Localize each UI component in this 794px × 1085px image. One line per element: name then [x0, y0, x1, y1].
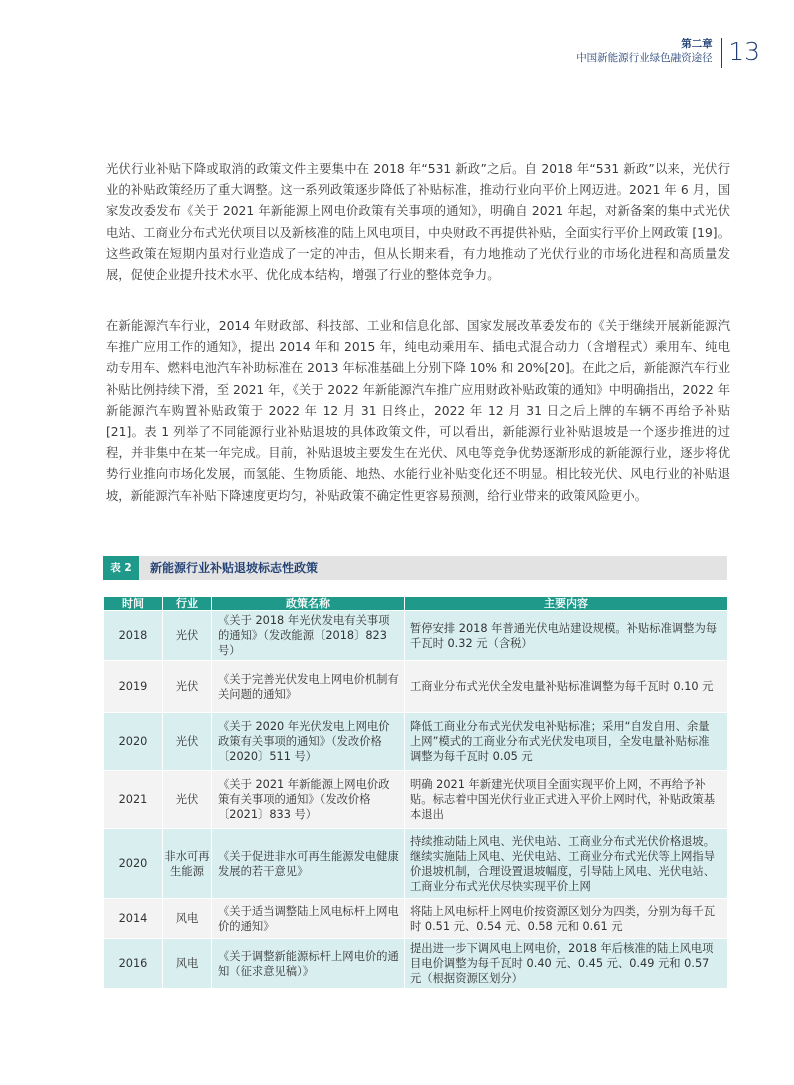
cell-policy: 《关于适当调整陆上风电标杆上网电价的通知》	[212, 899, 405, 939]
table-header-row	[104, 597, 728, 611]
cell-policy: 《关于 2020 年光伏发电上网电价政策有关事项的通知》（发改价格〔2020〕511 号）	[212, 713, 405, 771]
cell-policy: 《关于 2021 年新能源上网电价政策有关事项的通知》（发改价格〔2021〕833 号）	[212, 771, 405, 829]
cell-year: 2018	[104, 611, 163, 661]
table-row	[104, 611, 728, 661]
table-title: 新能源行业补贴退坡标志性政策	[150, 561, 319, 575]
cell-content: 提出进一步下调风电上网电价，2018 年后核准的陆上风电项目电价调整为每千瓦时 0.40 元、0.45 元、0.49 元和 0.57 元（根据资源区划分）	[405, 939, 728, 989]
cell-industry: 非水可再生能源	[163, 829, 212, 899]
table-row	[104, 713, 728, 771]
cell-content: 将陆上风电标杆上网电价按资源区划分为四类，分别为每千瓦时 0.51 元、0.54 元、0.58 元和 0.61 元	[405, 899, 728, 939]
header-divider	[721, 38, 723, 68]
header-year: 时间	[104, 597, 163, 611]
running-head	[576, 38, 713, 65]
chapter-title: 中国新能源行业绿色融资途径	[576, 52, 713, 64]
cell-policy: 《关于调整新能源标杆上网电价的通知（征求意见稿）》	[212, 939, 405, 989]
header-industry: 行业	[163, 597, 212, 611]
cell-year: 2016	[104, 939, 163, 989]
cell-policy: 《关于促进非水可再生能源发电健康发展的若干意见》	[212, 829, 405, 899]
cell-content: 持续推动陆上风电、光伏电站、工商业分布式光伏价格退坡。继续实施陆上风电、光伏电站、工商业分布式光伏等上网指导价退坡机制，合理设置退坡幅度，引导陆上风电、光伏电站、工商业分布式光伏尽快实现平价上网	[405, 829, 728, 899]
cell-year: 2020	[104, 713, 163, 771]
cell-industry: 风电	[163, 899, 212, 939]
table-caption	[103, 556, 727, 580]
chapter-label: 第二章	[681, 38, 713, 50]
table-row	[104, 939, 728, 989]
table-row	[104, 771, 728, 829]
cell-year: 2020	[104, 829, 163, 899]
policy-table	[103, 596, 728, 989]
table-row	[104, 829, 728, 899]
cell-year: 2014	[104, 899, 163, 939]
cell-industry: 光伏	[163, 611, 212, 661]
cell-industry: 风电	[163, 939, 212, 989]
cell-content: 工商业分布式光伏全发电量补贴标准调整为每千瓦时 0.10 元	[405, 661, 728, 713]
cell-content: 明确 2021 年新建光伏项目全面实现平价上网，不再给予补贴。标志着中国光伏行业正式进入平价上网时代，补贴政策基本退出	[405, 771, 728, 829]
header-policy: 政策名称	[212, 597, 405, 611]
cell-policy: 《关于完善光伏发电上网电价机制有关问题的通知》	[212, 661, 405, 713]
cell-industry: 光伏	[163, 713, 212, 771]
table-row	[104, 661, 728, 713]
table-number-tag: 表 2	[103, 556, 139, 580]
page-header	[576, 38, 760, 68]
cell-industry: 光伏	[163, 771, 212, 829]
cell-content: 降低工商业分布式光伏发电补贴标准；采用“自发自用、余量上网”模式的工商业分布式光伏发电项目，全发电量补贴标准调整为每千瓦时 0.05 元	[405, 713, 728, 771]
page-number: 13	[728, 37, 760, 66]
cell-industry: 光伏	[163, 661, 212, 713]
paragraph-nev-subsidy: 在新能源汽车行业，2014 年财政部、科技部、工业和信息化部、国家发展改革委发布的《关于继续开展新能源汽车推广应用工作的通知》，提出 2014 年和 2015 年，纯电动乘用车、插电式混合动力（含增程式）乘用车、纯电动专用车、燃料电池汽车补助标准在 2013 年标准基础上分别下降 10% 和 20%[20]。在此之后，新能源汽车行业补贴比例持续下滑，至 2021 年，《关于 2022 年新能源汽车推广应用财政补贴政策的通知》中明确指出，2022 年新能源汽车购置补贴政策于 2022 年 12 月 31 日终止，2022 年 12 月 31 日之后上牌的车辆不再给予补贴 [21]。表 1 列举了不同能源行业补贴退坡的具体政策文件，可以看出，新能源行业补贴退坡是一个逐步推进的过程，并非集中在某一年完成。目前，补贴退坡主要发生在光伏、风电等竞争优势逐渐形成的新能源行业，逐步将优势行业推向市场化发展，而氢能、生物质能、地热、水能行业补贴变化还不明显。相比较光伏、风电行业的补贴退坡，新能源汽车补贴下降速度更均匀，补贴政策不确定性更容易预测，给行业带来的政策风险更小。	[106, 319, 730, 503]
table-row	[104, 899, 728, 939]
cell-content: 暂停安排 2018 年普通光伏电站建设规模。补贴标准调整为每千瓦时 0.32 元（含税）	[405, 611, 728, 661]
cell-year: 2021	[104, 771, 163, 829]
paragraph-pv-subsidy: 光伏行业补贴下降或取消的政策文件主要集中在 2018 年“531 新政”之后。自 2018 年“531 新政”以来，光伏行业的补贴政策经历了重大调整。这一系列政策逐步降低了补贴标准，推动行业向平价上网迈进。2021 年 6 月，国家发改委发布《关于 2021 年新能源上网电价政策有关事项的通知》，明确自 2021 年起，对新备案的集中式光伏电站、工商业分布式光伏项目以及新核准的陆上风电项目，中央财政不再提供补贴，全面实行平价上网政策 [19]。这些政策在短期内虽对行业造成了一定的冲击，但从长期来看，有力地推动了光伏行业的市场化进程和高质量发展，促使企业提升技术水平、优化成本结构，增强了行业的整体竞争力。	[106, 162, 730, 283]
cell-policy: 《关于 2018 年光伏发电有关事项的通知》（发改能源〔2018〕823 号）	[212, 611, 405, 661]
header-content: 主要内容	[405, 597, 728, 611]
cell-year: 2019	[104, 661, 163, 713]
